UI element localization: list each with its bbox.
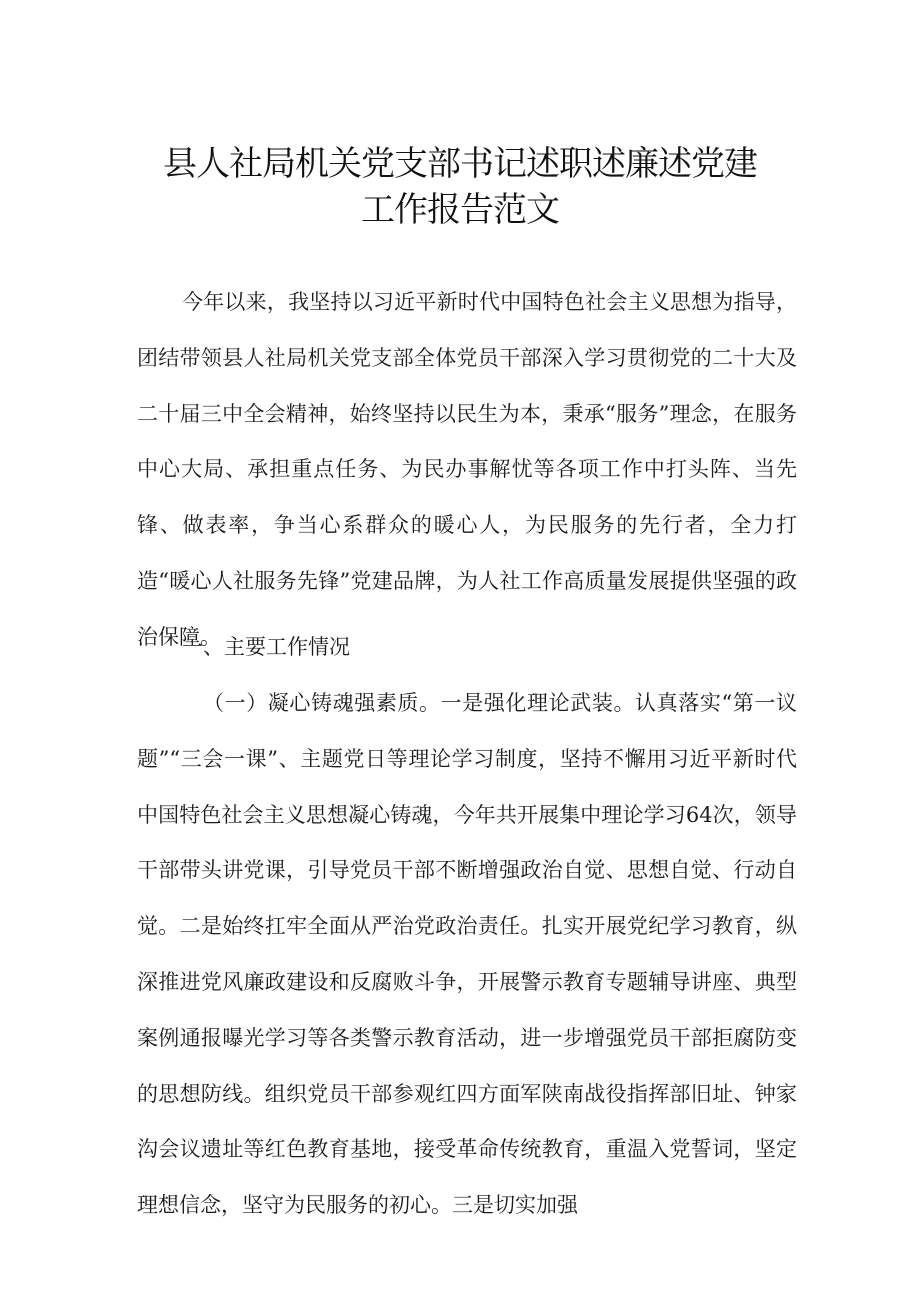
intro-paragraph xyxy=(137,275,797,666)
section-heading-main-work xyxy=(137,620,797,676)
document-title-line-2: 工作报告范文 xyxy=(361,190,559,230)
document-title-line-1: 县人社局机关党支部书记述职述廉述党建 xyxy=(163,144,757,184)
section-paragraph-1 xyxy=(137,676,797,1234)
section-paragraph-1-text: （一）凝心铸魂强素质。一是强化理论武装。认真落实“第一议题”“三会一课”、主题党日等理论学习制度，坚持不懈用习近平新时代中国特色社会主义思想凝心铸魂，今年共开展集中理论学习64次，领导干部带头讲党课，引导党员干部不断增强政治自觉、思想自觉、行动自觉。二是始终扛牢全面从严治党政治责任。扎实开展党纪学习教育，纵深推进党风廉政建设和反腐败斗争，开展警示教育专题辅导讲座、典型案例通报曝光学习等各类警示教育活动，进一步增强党员干部拒腐防变的思想防线。组织党员干部参观红四方面军陕南战役指挥部旧址、钟家沟会议遗址等红色教育基地，接受革命传统教育，重温入党誓词，坚定理想信念，坚守为民服务的初心。三是切实加强 xyxy=(137,691,797,1218)
section-heading-text: 一、主要工作情况 xyxy=(182,635,350,659)
intro-paragraph-text: 今年以来，我坚持以习近平新时代中国特色社会主义思想为指导，团结带领县人社局机关党支部全体党员干部深入学习贯彻党的二十大及二十届三中全会精神，始终坚持以民生为本，秉承“服务”理念，在服务中心大局、承担重点任务、为民办事解忧等各项工作中打头阵、当先锋、做表率，争当心系群众的暖心人，为民服务的先行者，全力打造“暖心人社服务先锋”党建品牌，为人社工作高质量发展提供坚强的政治保障。 xyxy=(137,290,797,649)
